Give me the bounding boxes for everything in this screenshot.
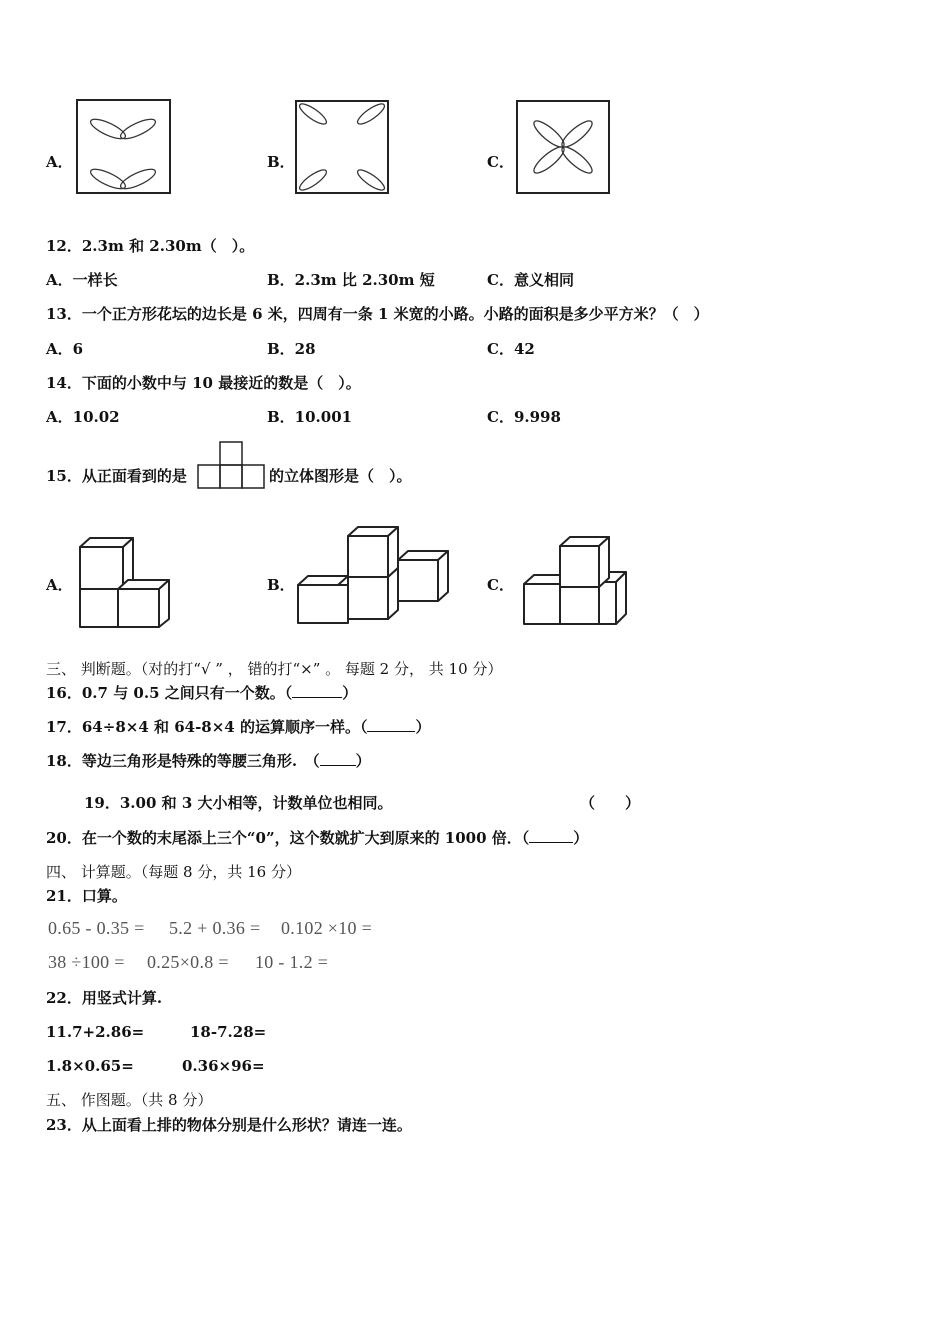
q17-close: ）: [415, 718, 431, 736]
q12-option-a: A．一样长: [46, 271, 118, 289]
q20-answer-blank[interactable]: [529, 828, 573, 843]
q15-option-c-figure: [520, 532, 630, 632]
q15-option-a-label: A．: [46, 576, 73, 594]
q22-stem: 22．用竖式计算.: [46, 989, 163, 1007]
q20-item: [46, 828, 588, 848]
q12-option-b: B．2.3m 比 2.30m 短: [267, 271, 435, 289]
oral-calc-3: 0.102 ×10 =: [281, 918, 373, 938]
q11-option-a-label: A．: [46, 153, 73, 171]
q18-text: 18．等边三角形是特殊的等腰三角形. （: [46, 752, 320, 770]
q14-option-a: A．10.02: [46, 408, 120, 426]
q14-option-c: C．9.998: [487, 408, 561, 426]
written-calc-2: 18-7.28=: [190, 1023, 267, 1041]
q20-text: 20．在一个数的末尾添上三个“0”，这个数就扩大到原来的 1000 倍．（: [46, 829, 530, 847]
q13-option-c: C．42: [487, 340, 535, 358]
q15-stem-before: 15．从正面看到的是: [46, 467, 187, 485]
q16-item: [46, 683, 357, 703]
section4-title: 四、 计算题。（每题 8 分，共 16 分）: [46, 863, 301, 881]
q13-option-b: B．28: [267, 340, 316, 358]
q18-item: [46, 751, 371, 771]
q18-answer-blank[interactable]: [320, 751, 356, 766]
q12-stem: 12．2.3m 和 2.30m（ ）。: [46, 237, 255, 255]
q11-option-c-figure: [516, 100, 612, 196]
q23-stem: 23．从上面看上排的物体分别是什么形状？请连一连。: [46, 1116, 412, 1134]
q16-close: ）: [342, 684, 358, 702]
q11-option-c-label: C．: [487, 153, 514, 171]
q15-stem-after: 的立体图形是（ ）。: [269, 467, 412, 485]
q15-option-b-label: B．: [267, 576, 295, 594]
oral-calc-2: 5.2 + 0.36 =: [169, 918, 261, 938]
q14-option-b: B．10.001: [267, 408, 353, 426]
q15-option-a-figure: [75, 535, 175, 630]
q14-stem: 14．下面的小数中与 10 最接近的数是（ ）。: [46, 374, 361, 392]
q16-answer-blank[interactable]: [292, 683, 342, 698]
q11-option-a-figure: [76, 99, 172, 195]
q15-option-b-figure: [295, 522, 455, 630]
oral-calc-6: 10 - 1.2 =: [255, 952, 329, 972]
q18-close: ）: [355, 752, 371, 770]
q17-answer-blank[interactable]: [367, 717, 415, 732]
q19-answer-paren[interactable]: （ ）: [580, 794, 641, 812]
q19-text: 19．3.00 和 3 大小相等，计数单位也相同。: [84, 794, 393, 812]
q13-option-a: A．6: [46, 340, 84, 358]
oral-calc-5: 0.25×0.8 =: [147, 952, 229, 972]
written-calc-1: 11.7+2.86=: [46, 1023, 145, 1041]
q11-option-b-figure: [295, 100, 391, 196]
q21-stem: 21．口算。: [46, 887, 127, 905]
q11-option-b-label: B．: [267, 153, 295, 171]
section3-title: 三、 判断题。（对的打“√ ” ， 错的打“×” 。 每题 2 分， 共 10 分）: [46, 660, 503, 678]
oral-calc-4: 38 ÷100 =: [48, 952, 125, 972]
q15-front-view-figure: [196, 441, 266, 490]
q16-text: 16．0.7 与 0.5 之间只有一个数。（: [46, 684, 293, 702]
written-calc-3: 1.8×0.65=: [46, 1057, 134, 1075]
q17-text: 17．64÷8×4 和 64-8×4 的运算顺序一样。（: [46, 718, 368, 736]
q12-option-c: C．意义相同: [487, 271, 574, 289]
written-calc-4: 0.36×96=: [182, 1057, 265, 1075]
q20-close: ）: [573, 829, 589, 847]
q17-item: [46, 717, 430, 737]
oral-calc-1: 0.65 - 0.35 =: [48, 918, 145, 938]
q13-stem: 13．一个正方形花坛的边长是 6 米，四周有一条 1 米宽的小路。小路的面积是多少平方米？（ ）: [46, 305, 709, 323]
q15-option-c-label: C．: [487, 576, 514, 594]
section5-title: 五、 作图题。（共 8 分）: [46, 1091, 213, 1109]
